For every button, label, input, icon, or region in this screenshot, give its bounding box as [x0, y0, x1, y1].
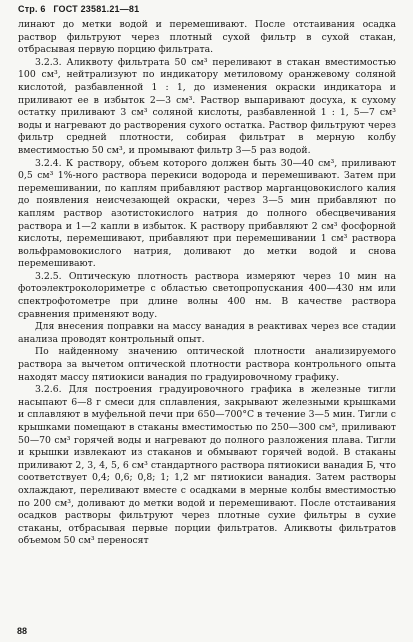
- standard-number: ГОСТ 23581.21—81: [53, 4, 140, 14]
- page-number: 88: [17, 626, 28, 636]
- paragraph-3-2-4: 3.2.4. К раствору, объем которого должен быть 30—40 см³, приливают 0,5 см³ 1%-ного раствора перекиси водорода и перемешивают. Затем при перемешивании, по каплям прибавляют раствор марганцовокислого калия до появления неисчезающей окраски, через 3—5 мин прибавляют по каплям раствор азотистокислого натрия до полного обесцвечивания раствора и 1—2 капли в избыток. К раствору прибавляют 2 см³ фосфорной кислоты, перемешивают, прибавляют при перемешивании 1 см³ раствора вольфрамовокислого натрия, доливают до метки водой и снова перемешивают.: [18, 157, 396, 270]
- paragraph-control-experiment: Для внесения поправки на массу ванадия в реактивах через все стадии анализа проводят контрольный опыт.: [18, 321, 396, 345]
- paragraph-continuation: линают до метки водой и перемешивают. После отстаивания осадка раствор фильтруют через плотный сухой фильтр в сухой стакан, отбрасывая первую порцию фильтрата.: [18, 19, 396, 56]
- paragraph-calculation: По найденному значению оптической плотности анализируемого раствора за вычетом оптической плотности раствора контрольного опыта находят массу пятиокиси ванадия по градуировочному графику.: [18, 346, 396, 383]
- page-label: Стр. 6: [18, 4, 46, 14]
- paragraph-3-2-5: 3.2.5. Оптическую плотность раствора измеряют через 10 мин на фотоэлектроколориметре с областью светопропускания 400—430 нм или спектрофотометре при длине волны 400 нм. В качестве раствора сравнения применяют воду.: [18, 270, 396, 320]
- body-text: [18, 19, 396, 548]
- paragraph-3-2-3: 3.2.3. Аликвоту фильтрата 50 см³ переливают в стакан вместимостью 100 см³, нейтрализуют по индикатору метиловому оранжевому соляной кислотой, разбавленной 1 : 1, до изменения окраски индикатора и приливают ее в избыток 2—3 см³. Раствор выпаривают досуха, к сухому остатку приливают 3 см³ соляной кислоты, разбавленной 1 : 1, 5—7 см³ воды и нагревают до растворения сухого остатка. Раствор фильтруют через фильтр средней плотности, собирая фильтрат в мерную колбу вместимостью 50 см³, и промывают фильтр 3—5 раз водой.: [18, 56, 396, 156]
- page-header: [18, 4, 144, 14]
- paragraph-3-2-6: 3.2.6. Для построения градуировочного графика в железные тигли насыпают 6—8 г смеси для сплавления, закрывают железными крышками и сплавляют в муфельной печи при 650—700°С в течение 3—5 мин. Тигли с крышками помещают в стаканы вместимостью по 250—300 см³, приливают 50—70 см³ горячей воды и нагревают до полного разложения плава. Тигли и крышки извлекают из стаканов и обмывают горячей водой. В стаканы приливают 2, 3, 4, 5, 6 см³ стандартного раствора пятиокиси ванадия Б, что соответствует 0,4; 0,6; 0,8; 1; 1,2 мг пятиокиси ванадия. Затем растворы охлаждают, переливают вместе с осадками в мерные колбы вместимостью по 200 см³, доливают до метки водой и перемешивают. После отстаивания осадков растворы фильтруют через плотные сухие фильтры в сухие стаканы, отбрасывая первые порции фильтратов. Аликвоты фильтратов объемом 50 см³ переносят: [18, 384, 396, 547]
